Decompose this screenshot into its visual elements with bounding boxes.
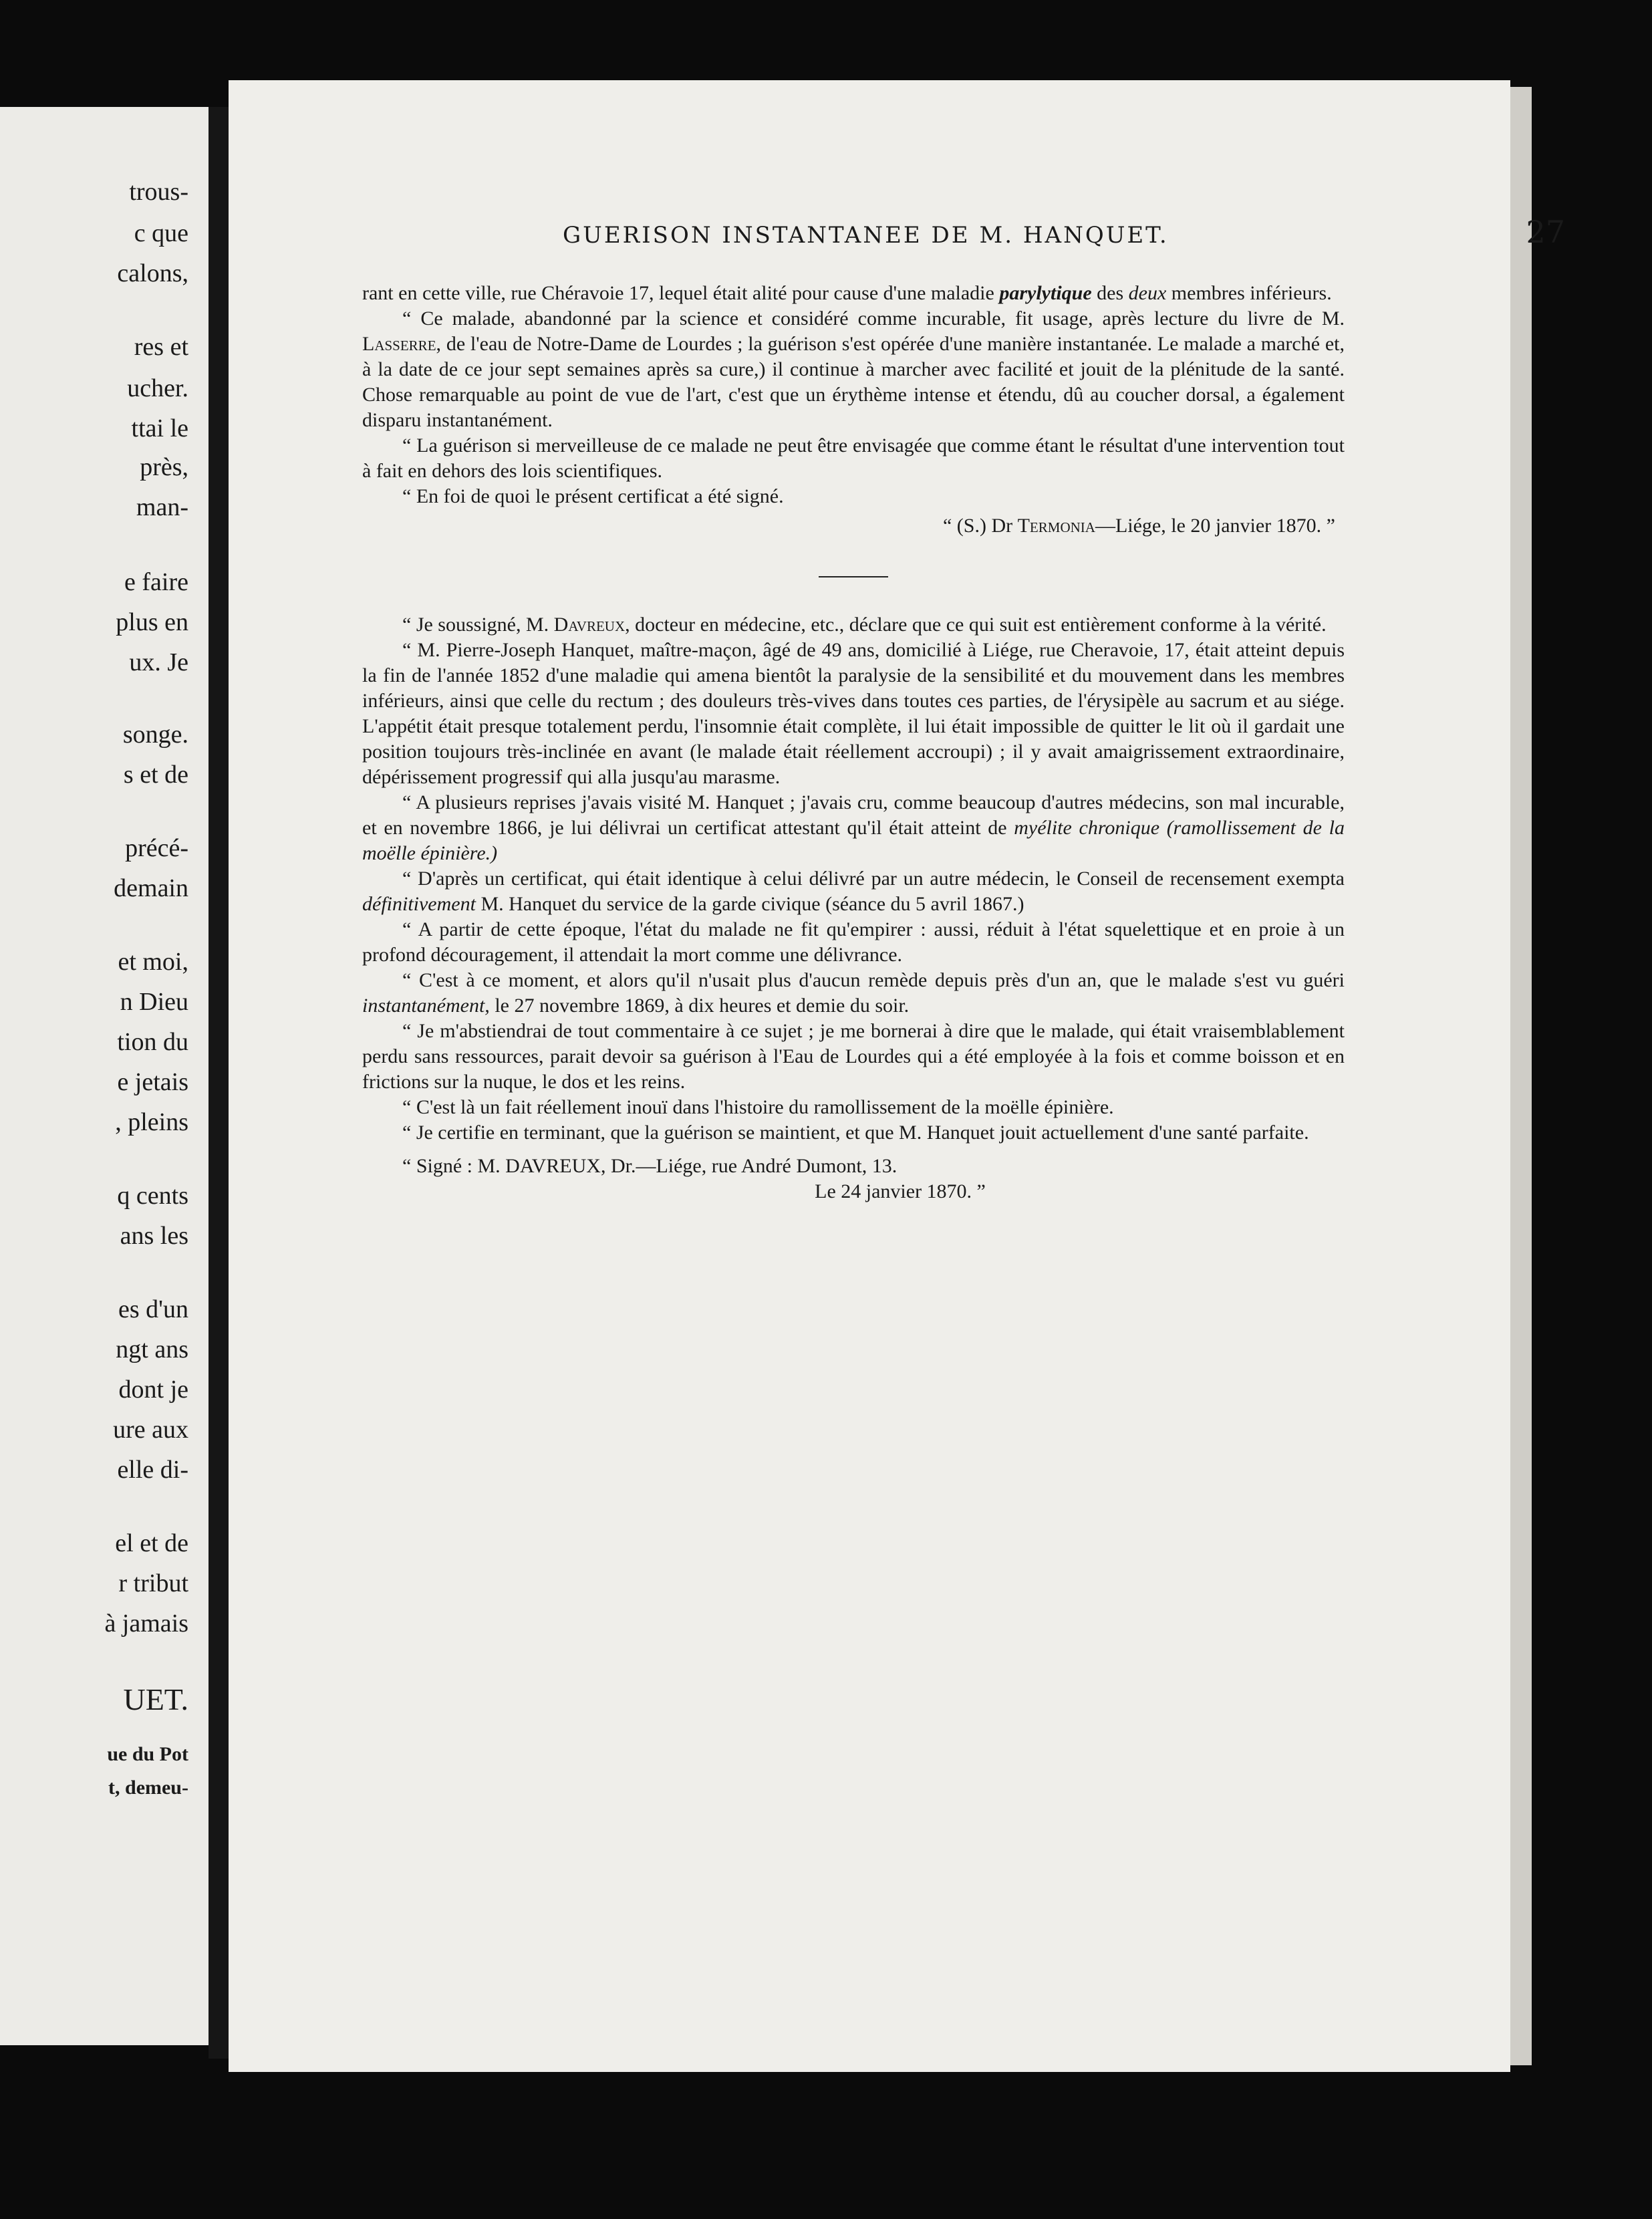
previous-page-line: dont je [118, 1376, 188, 1404]
certificate2-paragraph-8: “ C'est là un fait réellement inouï dans l'histoire du ramollissement de la moëlle épinière. [402, 1096, 1114, 1118]
certificate1-paragraph-4: “ En foi de quoi le présent certificat a été signé. [402, 485, 784, 507]
previous-page-line: e jetais [117, 1068, 188, 1096]
page-edge [1510, 87, 1532, 2065]
certificate1-paragraph-3: “ La guérison si merveilleuse de ce malade ne peut être envisagée que comme étant le résultat d'une intervention tout à fait en dehors des lois scientifiques. [362, 434, 1345, 482]
previous-page-line: tion du [117, 1028, 188, 1056]
previous-page-line: man- [136, 493, 188, 521]
page-number: 27 [1526, 214, 1565, 250]
previous-page-line: ngt ans [116, 1335, 188, 1363]
previous-page-line: demain [114, 874, 188, 902]
previous-page-line: songe. [122, 721, 188, 749]
previous-page-line: ucher. [127, 374, 188, 402]
previous-page-line: c que [134, 219, 188, 247]
previous-page-line: près, [140, 453, 188, 481]
certificate2-paragraph-6: “ C'est à ce moment, et alors qu'il n'usait plus d'aucun remède depuis près d'un an, que le malade s'est vu guéri instantanément, le 27 novembre 1869, à dix heures et demie du soir. [362, 969, 1345, 1017]
certificate2-paragraph-1: “ Je soussigné, M. Davreux, docteur en médecine, etc., déclare que ce qui suit est entièrement conforme à la vérité. [402, 614, 1327, 636]
previous-page-line: r tribut [118, 1569, 188, 1597]
certificate2-paragraph-2: “ M. Pierre-Joseph Hanquet, maître-maçon, âgé de 49 ans, domicilié à Liége, rue Cheravoie, 17, était atteint depuis la fin de l'année 1852 d'une maladie qui amena bientôt la paralysie de la sensibilité et du mouvement dans les membres inférieurs, ainsi que celle du rectum ; des douleurs très-vives dans toutes ces parties, de l'érysipèle au sacrum et au siége. L'appétit était presque totalement perdu, l'insomnie était complète, il lui était impossible de quitter le lit où il gardait une position toujours très-inclinée en avant (le malade était réellement accroupi) ; il y avait amaigrissement extraordinaire, dépérissement progressif qui alla jusqu'au marasme. [362, 639, 1345, 788]
previous-page-line: à jamais [104, 1609, 188, 1638]
certificate2-paragraph-3: “ A plusieurs reprises j'avais visité M. Hanquet ; j'avais cru, comme beaucoup d'autres médecins, son mal incurable, et en novembre 1866, je lui délivrai un certificat attestant qu'il était atteint de myélite chronique (ramollissement de la moëlle épinière.) [362, 791, 1345, 864]
previous-page-line: elle di- [117, 1456, 188, 1484]
previous-page-line: trous- [129, 178, 188, 206]
section-divider [819, 576, 888, 577]
page-header [563, 214, 1565, 250]
previous-page-line: q cents [117, 1182, 188, 1210]
previous-page-line: el et de [115, 1529, 188, 1557]
certificate1-paragraph-1: rant en cette ville, rue Chéravoie 17, lequel était alité pour cause d'une maladie parylytique des deux membres inférieurs. [362, 282, 1332, 304]
certificate2-paragraph-9: “ Je certifie en terminant, que la guérison se maintient, et que M. Hanquet jouit actuellement d'une santé parfaite. [402, 1122, 1309, 1144]
certificate2-date: Le 24 janvier 1870. ” [815, 1180, 986, 1202]
certificate2-paragraph-7: “ Je m'abstiendrai de tout commentaire à ce sujet ; je me bornerai à dire que le malade, qui était vraisemblablement perdu sans ressources, parait devoir sa guérison à l'Eau de Lourdes qui a été employée à la fois et comme boisson et en frictions sur la nuque, le dos et les reins. [362, 1020, 1345, 1093]
certificate2-paragraph-4: “ D'après un certificat, qui était identique à celui délivré par un autre médecin, le Conseil de recensement exempta définitivement M. Hanquet du service de la garde civique (séance du 5 avril 1867.) [362, 868, 1345, 915]
previous-page-line: ure aux [113, 1416, 188, 1444]
previous-page-line: plus en [116, 608, 188, 636]
certificate2-signature: “ Signé : M. DAVREUX, Dr.—Liége, rue André Dumont, 13. [402, 1155, 898, 1177]
previous-page-line: précé- [125, 834, 188, 862]
previous-page-line: t, demeu- [108, 1777, 188, 1799]
previous-page-line: et moi, [118, 948, 188, 976]
page-body [362, 281, 1345, 1204]
previous-page-line: ux. Je [129, 648, 188, 676]
previous-page-line: ans les [120, 1222, 188, 1250]
previous-page-line: ue du Pot [107, 1743, 188, 1765]
previous-page-line: calons, [117, 259, 188, 287]
previous-page-line: es d'un [118, 1295, 188, 1323]
certificate1-paragraph-2: “ Ce malade, abandonné par la science et considéré comme incurable, fit usage, après lecture du livre de M. Lasserre, de l'eau de Notre-Dame de Lourdes ; la guérison s'est opérée d'une manière instantanée. Le malade a marché et, à la date de ce jour sept semaines après sa cure,) il continue à marcher avec facilité et jouit de la plénitude de la santé. Chose remarquable au point de vue de l'art, c'est que un érythème intense et étendu, dû au coucher dorsal, a également disparu instantanément. [362, 307, 1345, 431]
certificate2-paragraph-5: “ A partir de cette époque, l'état du malade ne fit qu'empirer : aussi, réduit à l'état squelettique et en proie à un profond découragement, il attendait la mort comme une délivrance. [362, 918, 1345, 966]
certificate1-signature: “ (S.) Dr Termonia—Liége, le 20 janvier 1870. ” [942, 515, 1335, 537]
current-page [229, 80, 1565, 2072]
previous-page-line: , pleins [115, 1108, 188, 1136]
previous-page-line: UET. [123, 1682, 188, 1716]
previous-page-line: ttai le [131, 414, 188, 442]
previous-page-line: res et [134, 333, 188, 361]
book-spine [209, 107, 229, 2059]
previous-page [0, 107, 209, 2045]
running-head: GUERISON INSTANTANEE DE M. HANQUET. [563, 222, 1169, 249]
previous-page-line: n Dieu [120, 988, 188, 1016]
previous-page-line: e faire [124, 568, 188, 596]
previous-page-line: s et de [123, 761, 188, 789]
